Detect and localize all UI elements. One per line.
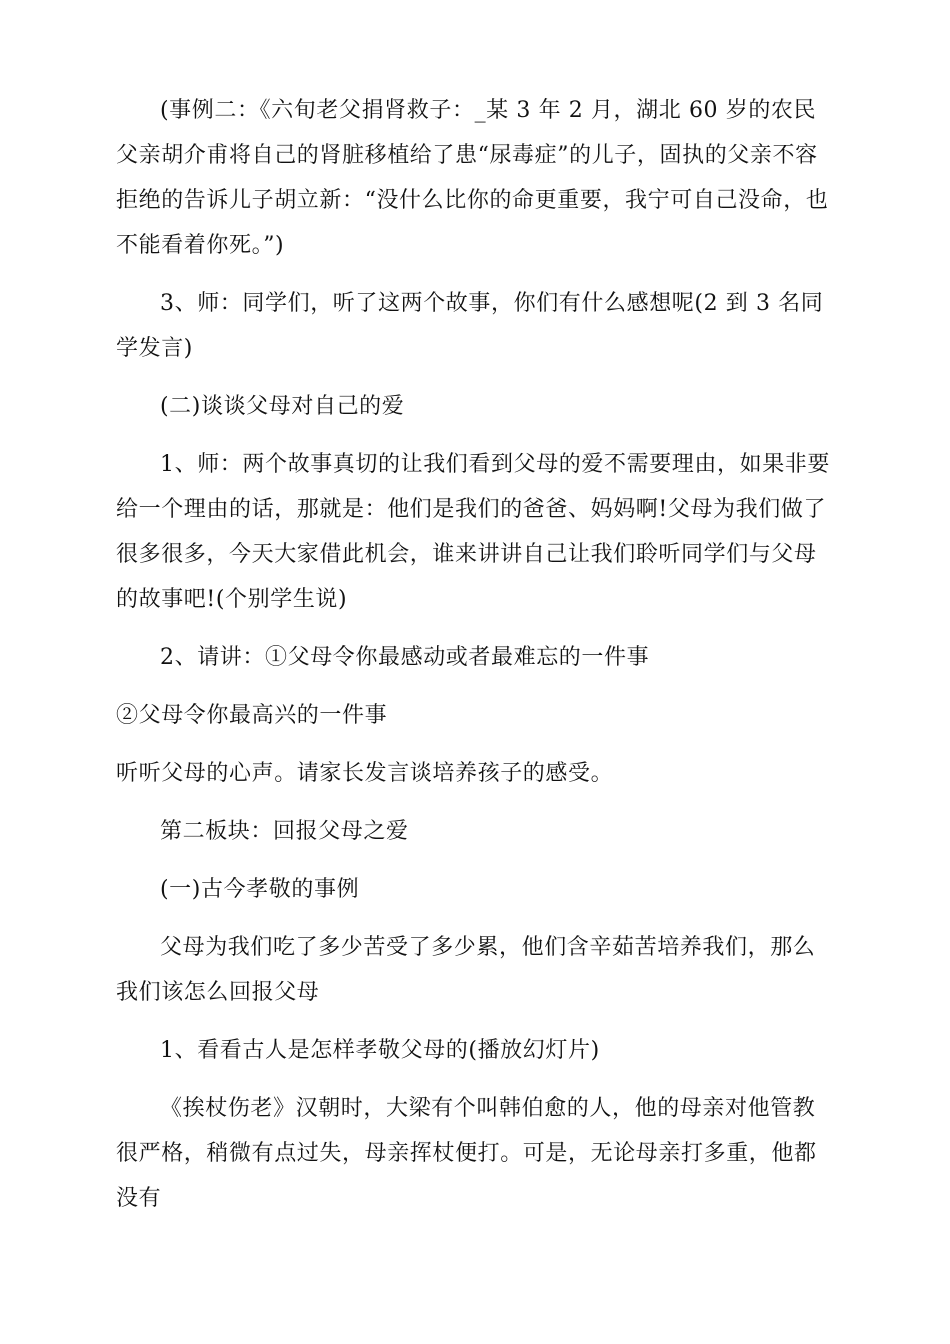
paragraph-teacher-question: 3、师：同学们，听了这两个故事，你们有什么感想呢(2 到 3 名同学发言) bbox=[116, 291, 824, 361]
section-heading-filial-examples: (一)古今孝敬的事例 bbox=[160, 877, 360, 902]
paragraph-happiest-thing: ②父母令你最高兴的一件事 bbox=[116, 703, 388, 728]
paragraph-story-han-boyu: 《挨杖伤老》汉朝时，大梁有个叫韩伯愈的人，他的母亲对他管教很严格，稍微有点过失，母亲挥杖便打。可是，无论母亲打多重，他都没有 bbox=[116, 1096, 817, 1211]
section-heading-repay-love: 第二板块：回报父母之爱 bbox=[160, 819, 409, 844]
document-body bbox=[116, 88, 834, 1221]
paragraph-please-tell: 2、请讲：①父母令你最感动或者最难忘的一件事 bbox=[160, 645, 650, 670]
paragraph-how-to-repay: 父母为我们吃了多少苦受了多少累，他们含辛茹苦培养我们，那么我们该怎么回报父母 bbox=[116, 935, 816, 1005]
paragraph-teacher-stories: 1、师：两个故事真切的让我们看到父母的爱不需要理由，如果非要给一个理由的话，那就是：他们是我们的爸爸、妈妈啊!父母为我们做了很多很多，今天大家借此机会，谁来讲讲自己让我们聆听同学们与父母的故事吧!(个别学生说) bbox=[116, 452, 830, 612]
section-heading-parents-love: (二)谈谈父母对自己的爱 bbox=[160, 394, 405, 419]
paragraph-ancient-filial: 1、看看古人是怎样孝敬父母的(播放幻灯片) bbox=[160, 1038, 600, 1063]
paragraph-example-two: (事例二：《六旬老父捐肾救子：_某 3 年 2 月，湖北 60 岁的农民父亲胡介甫将自己的肾脏移植给了患“尿毒症”的儿子，固执的父亲不容拒绝的告诉儿子胡立新：“没什么比你的命更重要，我宁可自己没命，也不能看着你死。”) bbox=[116, 98, 829, 258]
paragraph-parents-voice: 听听父母的心声。请家长发言谈培养孩子的感受。 bbox=[116, 761, 614, 786]
